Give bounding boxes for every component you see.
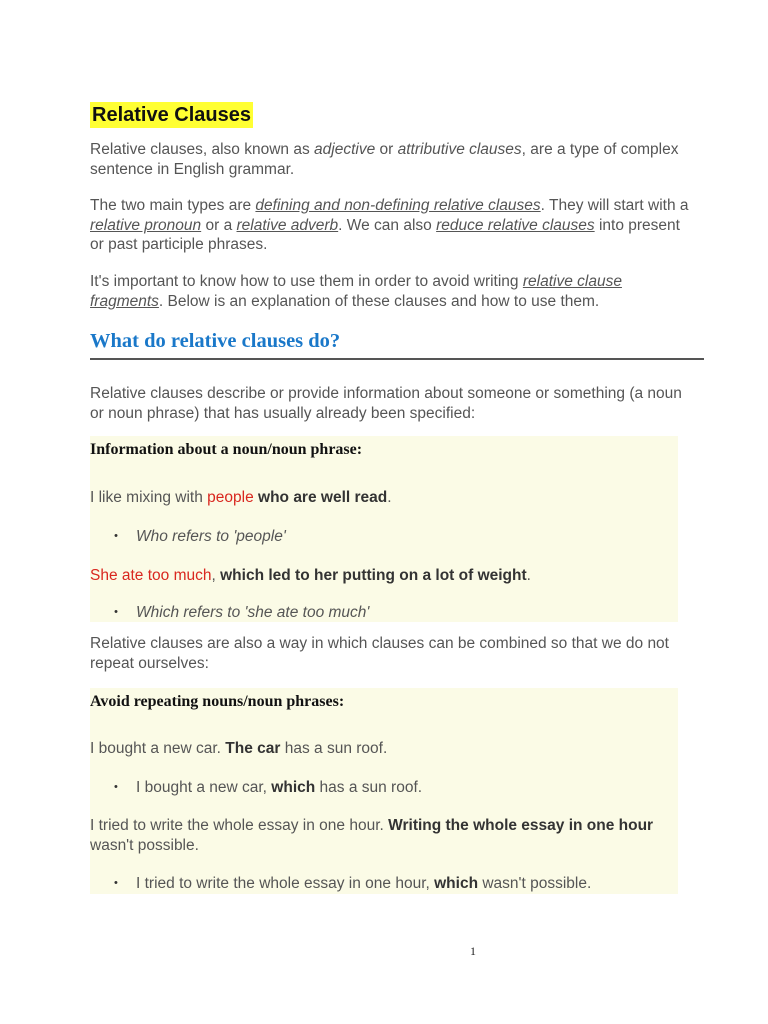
bullet-item — [114, 778, 422, 798]
text: has a sun roof. — [280, 740, 388, 757]
intro-paragraph-1 — [90, 140, 690, 179]
page-number: 1 — [470, 944, 476, 958]
example-sentence — [90, 739, 680, 759]
link-relative-clause-fragments[interactable]: relative clause fragments — [90, 273, 622, 310]
example-box-avoid-repeating — [90, 688, 678, 894]
link-relative-pronoun[interactable]: relative pronoun — [90, 216, 202, 234]
bullet-item: • Which refers to 'she ate too much' — [114, 603, 369, 623]
link-reduce-relative-clauses[interactable]: reduce relative clauses — [436, 216, 595, 234]
text: It's important to know how to use them in order to avoid writing — [90, 273, 523, 290]
relative-pronoun: which — [434, 875, 479, 892]
section-description-1: Relative clauses describe or provide information about someone or something (a noun or noun phrase) that has usually already been specified: — [90, 385, 682, 422]
example-box-information — [90, 436, 678, 622]
text: into present or past participle phrases. — [90, 216, 680, 253]
text: . Below is an explanation of these clauses and how to use them. — [158, 292, 600, 310]
box-heading: Avoid repeating nouns/noun phrases: — [90, 693, 345, 710]
intro-paragraph-2 — [90, 196, 690, 255]
highlight-clause: She ate too much — [90, 567, 212, 584]
text: I like mixing with — [90, 489, 208, 506]
text: I bought a new car, — [136, 779, 272, 796]
relative-pronoun: which — [271, 779, 316, 796]
section-heading: What do relative clauses do? — [90, 328, 704, 360]
text: I bought a new car. — [90, 740, 226, 757]
text: . — [526, 567, 531, 584]
text: wasn't possible. — [478, 875, 592, 892]
highlight-noun: people — [207, 489, 254, 506]
example-sentence — [90, 488, 680, 508]
text: wasn't possible. — [90, 836, 199, 854]
text: has a sun roof. — [315, 779, 423, 796]
text: The two main types are — [90, 197, 256, 214]
bullet-item: • Who refers to 'people' — [114, 527, 286, 547]
link-defining-non-defining[interactable]: defining and non-defining relative clauses — [255, 197, 541, 214]
repeated-phrase: Writing the whole essay in one hour — [388, 817, 654, 834]
text: or — [375, 141, 398, 158]
box-heading: Information about a noun/noun phrase: — [90, 441, 363, 458]
term-adjective: adjective — [314, 141, 376, 158]
text: , are a type of complex sentence in English grammar. — [90, 141, 679, 178]
text: , — [211, 567, 221, 584]
text: . — [387, 489, 392, 506]
document-title: Relative Clauses — [92, 104, 251, 126]
section-description-2: Relative clauses are also a way in which clauses can be combined so that we do not repeat ourselves: — [90, 635, 669, 672]
text: Relative clauses, also known as — [90, 141, 315, 158]
repeated-noun: The car — [225, 740, 281, 757]
intro-paragraph-3 — [90, 272, 690, 311]
relative-clause: which led to her putting on a lot of weight — [220, 567, 527, 584]
example-sentence — [90, 816, 680, 855]
text: or a — [201, 216, 237, 234]
text: . They will start with a — [540, 197, 689, 214]
bullet-item — [114, 874, 591, 894]
relative-clause: who are well read — [258, 489, 388, 506]
text: I tried to write the whole essay in one hour. — [90, 817, 389, 834]
text: . We can also — [338, 216, 437, 234]
term-attributive-clauses: attributive clauses — [397, 141, 522, 158]
example-sentence — [90, 566, 680, 586]
text: I tried to write the whole essay in one hour, — [136, 875, 435, 892]
link-relative-adverb[interactable]: relative adverb — [236, 216, 339, 234]
